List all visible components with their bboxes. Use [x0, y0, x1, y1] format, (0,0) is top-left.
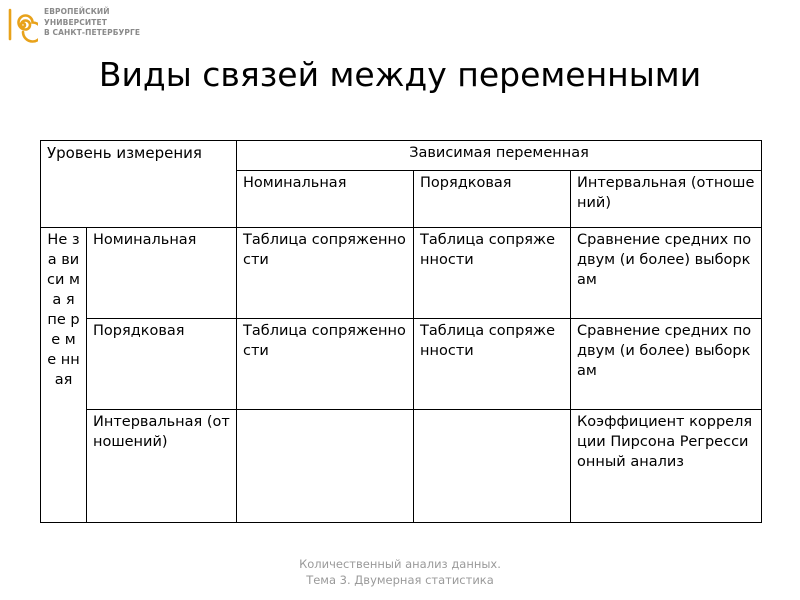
table-row — [41, 410, 762, 523]
row-header-ordinal: Порядковая — [87, 319, 237, 410]
table-cell: Сравнение средних по двум (и более) выборкам — [571, 319, 762, 410]
footer-line-2: Тема 3. Двумерная статистика — [306, 573, 494, 587]
table-cell: Таблица сопряженности — [237, 319, 414, 410]
table-cell: Таблица сопряженности — [414, 228, 571, 319]
table-cell: Сравнение средних по двум (и более) выборкам — [571, 228, 762, 319]
independent-variable-header: Не за ви си ма я пе ре ме нн ая — [41, 228, 87, 523]
row-header-interval: Интервальная (отношений) — [87, 410, 237, 523]
table-header-row — [41, 141, 762, 171]
logo-line-1: ЕВРОПЕЙСКИЙ — [44, 7, 110, 16]
slide-title: Виды связей между переменными — [98, 55, 702, 94]
logo-text — [44, 7, 140, 39]
dependent-variable-header: Зависимая переменная — [237, 141, 762, 171]
logo-line-2: УНИВЕРСИТЕТ — [44, 17, 107, 27]
spiral-logo-icon — [8, 6, 38, 44]
column-header-nominal: Номинальная — [237, 171, 414, 228]
column-header-interval: Интервальная (отношений) — [571, 171, 762, 228]
university-logo — [8, 6, 140, 44]
column-header-ordinal: Порядковая — [414, 171, 571, 228]
footer-line-1: Количественный анализ данных. — [299, 557, 501, 571]
logo-line-3: В САНКТ-ПЕТЕРБУРГЕ — [44, 28, 141, 37]
row-header-nominal: Номинальная — [87, 228, 237, 319]
table-cell: Таблица сопряженности — [237, 228, 414, 319]
table-row — [41, 319, 762, 410]
table-cell — [414, 410, 571, 523]
measurement-level-header: Уровень измерения — [41, 141, 237, 228]
table-cell: Коэффициент корреляции Пирсона Регрессионный анализ — [571, 410, 762, 523]
table-row — [41, 228, 762, 319]
relationship-table — [40, 140, 762, 523]
slide-footer — [0, 556, 800, 588]
table-cell — [237, 410, 414, 523]
table-cell: Таблица сопряженности — [414, 319, 571, 410]
